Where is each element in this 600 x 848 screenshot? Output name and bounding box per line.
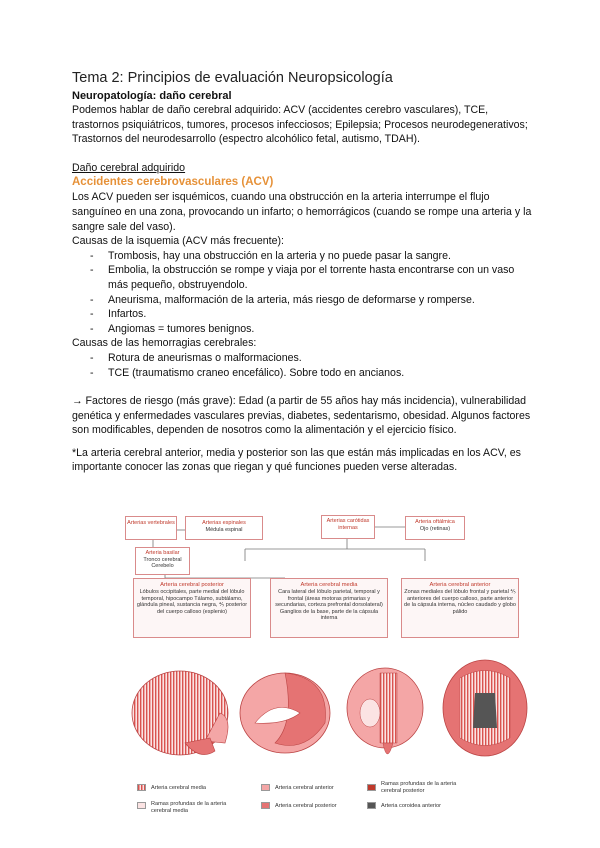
acv-paragraph: Los ACV pueden ser isquémicos, cuando una obstrucción en la arteria interrumpe el flujo sanguíneo en una zona, provocando un infarto; o hemorrágicos (cuando se rompe una arteria y la sangre sale del vaso). [72,191,532,233]
hemorragia-list [72,351,532,380]
anterior-artery-text: Zonas mediales del lóbulo frontal y parietal ⅘ anteriores del cuerpo calloso, parte anterior de la cápsula interna, núcleo caudado y globo pálido [404,589,516,615]
list-item: - Aneurisma, malformación de la arteria, más riesgo de deformarse y romperse. [72,293,532,308]
middle-artery-text: Cara lateral del lóbulo parietal, temporal y frontal (áreas motoras primarias y secundarias, corteza prefrontal dorsolateral) Ganglios de la base, parte de la cápsula interna [275,589,383,622]
list-item: - TCE (traumatismo craneo encefálico). Sobre todo en ancianos. [72,366,532,381]
legend-swatch-prof-media [137,802,146,809]
legend-prof-media: Ramas profundas de la arteria cerebral media [151,801,227,814]
document-page [72,70,532,475]
carotid-arteries-label: Arterias carótidas internas [326,518,370,531]
note-paragraph: *La arteria cerebral anterior, media y posterior son las que están más implicadas en los ACV, es importante conocer las zonas que riegan y qué funciones pueden verse alteradas. [72,446,521,474]
legend-swatch-anterior [261,784,270,791]
vertebral-arteries-label: Arterias vertebrales [127,520,175,526]
anterior-artery-label: Arteria cerebral anterior [429,582,491,588]
spinal-arteries-label: Arterias espinales [202,520,246,526]
acv-heading: Accidentes cerebrovasculares (ACV) [72,176,274,189]
ophthalmic-artery-sub: Ojo (retinas) [419,525,451,532]
ophthalmic-artery-box [405,516,465,540]
vertebral-arteries-box [125,516,177,540]
isquemia-title: Causas de la isquemia (ACV más frecuente): [72,235,284,248]
subheading-dano-cerebral: Daño cerebral adquirido [72,161,186,174]
list-item: - Trombosis, hay una obstrucción en la arteria y no puede pasar la sangre. [72,249,532,264]
brain-medial-view [240,673,330,753]
basilar-artery-sub2: Cerebelo [151,563,174,570]
section-heading-neuropatologia: Neuropatología: daño cerebral [72,90,232,102]
legend-prof-post: Ramas profundas de la arteria cerebral posterior [381,781,457,794]
hemorragia-title: Causas de las hemorragias cerebrales: [72,337,257,350]
risk-factors-paragraph: → Factores de riesgo (más grave): Edad (a partir de 55 años hay más incidencia), vulnerabilidad genética y enfermedades vasculares previas, diabetes, sedentarismo, obesidad. Algunos factores son modificables, dependen de nosotros como la alimentación y el ejercicio físico. [72,395,531,437]
brain-lateral-view [132,671,228,755]
legend-swatch-media [137,784,146,791]
legend-coroidea: Arteria coroidea anterior [381,803,442,809]
basilar-artery-box [135,547,190,575]
anterior-artery-box [401,578,519,638]
legend-posterior: Arteria cerebral posterior [275,803,337,809]
list-item: - Embolia, la obstrucción se rompe y viaja por el torrente hasta encontrarse con un vaso más pequeño, obstruyendolo. [72,263,532,292]
brain-illustrations [125,643,535,823]
legend-media: Arteria cerebral media [151,785,207,791]
isquemia-list [72,249,532,337]
brain-axial-view [443,660,527,756]
posterior-artery-box [133,578,251,638]
list-item: - Infartos. [72,307,532,322]
basilar-artery-label: Arteria basilar [145,550,180,556]
arteries-diagram [125,513,535,828]
spinal-arteries-box [185,516,263,540]
page-title: Tema 2: Principios de evaluación Neuropsicología [72,70,393,86]
legend-swatch-coroidea [367,802,376,809]
ophthalmic-artery-label: Arteria oftálmica [415,519,455,525]
legend-swatch-posterior [261,802,270,809]
middle-artery-box [270,578,388,638]
spinal-arteries-sub: Médula espinal [205,526,243,533]
legend-anterior: Arteria cerebral anterior [275,785,334,791]
carotid-arteries-box [321,515,375,539]
brain-coronal-view [347,668,423,754]
posterior-artery-text: Lóbulos occipitales, parte medial del lóbulo temporal, hipocampo Tálamo, subtálamo, glándula pineal, sustancia negra, ⅘ posterior del cuerpo calloso (esplenio) [136,589,248,615]
basilar-artery-sub1: Tronco cerebral [143,556,182,563]
legend-swatch-prof-post [367,784,376,791]
list-item: - Angiomas = tumores benignos. [72,322,532,337]
middle-artery-label: Arteria cerebral media [300,582,358,588]
posterior-artery-label: Arteria cerebral posterior [160,582,224,588]
list-item: - Rotura de aneurismas o malformaciones. [72,351,532,366]
intro-paragraph: Podemos hablar de daño cerebral adquirido: ACV (accidentes cerebro vasculares), TCE, trastornos psiquiátricos, tumores, procesos infecciosos; Epilepsia; Procesos neurodegenerativos; Trastornos del neurodesarrollo (espectro alcohólico fetal, autismo, TDAH). [72,104,528,146]
